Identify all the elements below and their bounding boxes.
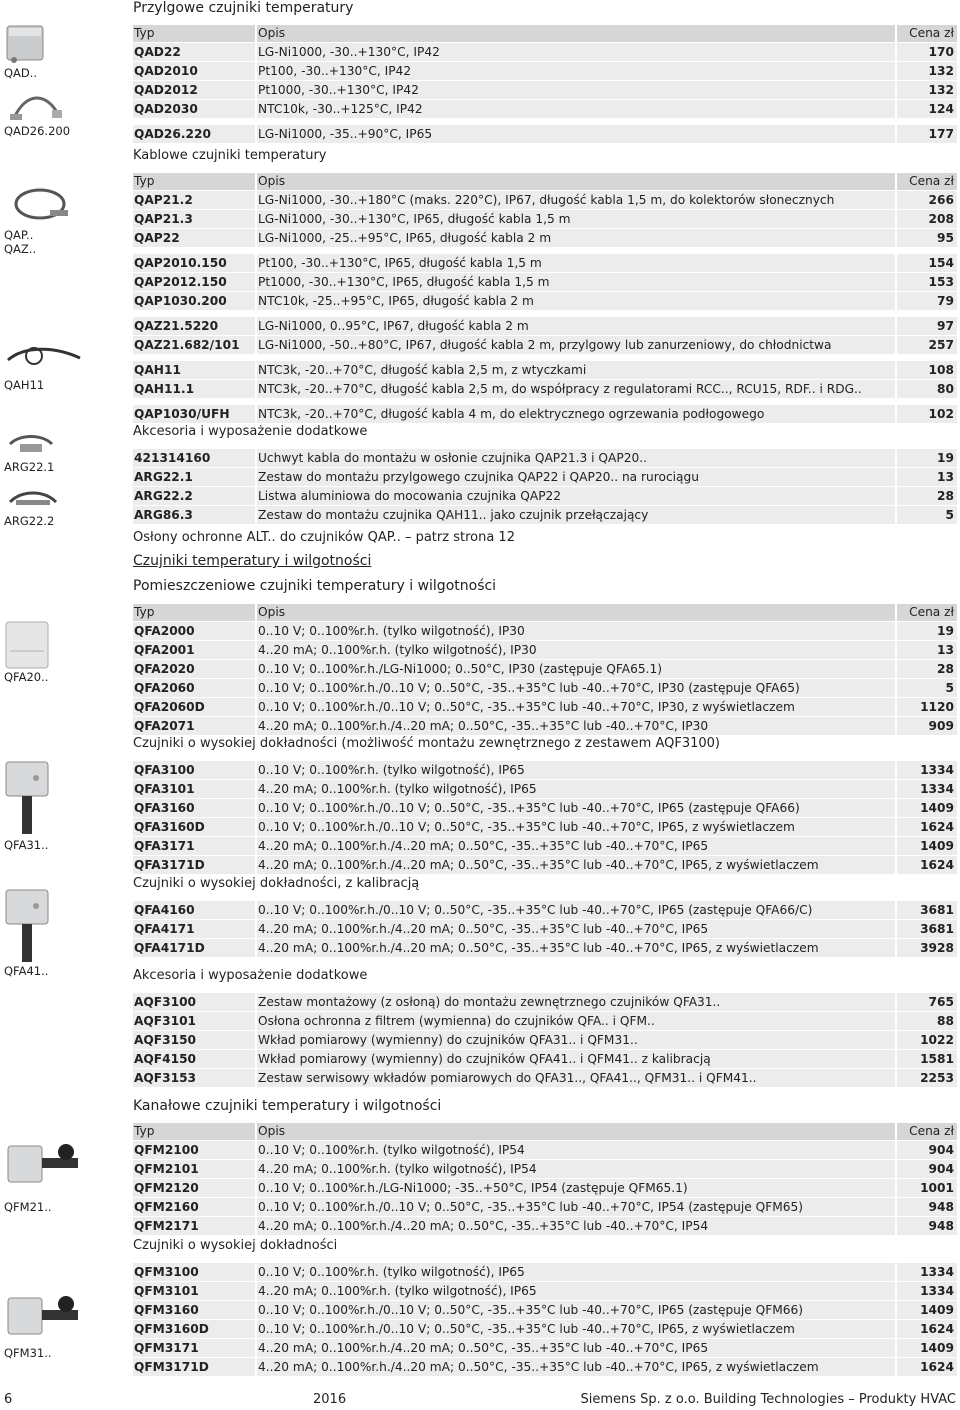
cell-typ: QFM2101 bbox=[133, 1160, 257, 1178]
cell-typ: QFA3171 bbox=[133, 837, 257, 855]
side-label-qad: QAD.. bbox=[4, 66, 38, 80]
table-kanalowe-wysoka bbox=[133, 1262, 957, 1376]
table-row bbox=[133, 938, 957, 957]
cell-typ: QFA4171 bbox=[133, 920, 257, 938]
cell-opis: 0..10 V; 0..100%r.h./0..10 V; 0..50°C, -35..+35°C lub -40..+70°C, IP65 (zastępuje QFA66/C) bbox=[257, 901, 897, 919]
cell-opis: 4..20 mA; 0..100%r.h./4..20 mA; 0..50°C, -35..+35°C lub -40..+70°C, IP65, z wyświetlaczem bbox=[257, 939, 897, 957]
cell-opis: 0..10 V; 0..100%r.h./LG-Ni1000; -35..+50°C, IP54 (zastępuje QFM65.1) bbox=[257, 1179, 897, 1197]
cell-opis: Zestaw do montażu czujnika QAH11.. jako czujnik przełączający bbox=[257, 506, 897, 524]
table-row bbox=[133, 505, 957, 524]
cell-cena: 177 bbox=[928, 127, 954, 141]
cell-typ: QFM3171D bbox=[133, 1358, 257, 1376]
cell-cena: 132 bbox=[928, 83, 954, 97]
table-row bbox=[133, 760, 957, 779]
cell-typ: QAD2012 bbox=[133, 81, 257, 99]
cell-typ: 421314160 bbox=[133, 449, 257, 467]
cell-typ: ARG22.1 bbox=[133, 468, 257, 486]
cell-opis: 4..20 mA; 0..100%r.h. (tylko wilgotność), IP65 bbox=[257, 780, 897, 798]
cell-cena: 909 bbox=[928, 719, 954, 733]
qfm21-sensor-image bbox=[4, 1138, 84, 1194]
cell-opis: 4..20 mA; 0..100%r.h./4..20 mA; 0..50°C, -35..+35°C lub -40..+70°C, IP65, z wyświetlaczem bbox=[257, 856, 897, 874]
cell-typ: QAZ21.682/101 bbox=[133, 336, 257, 354]
cell-cena: 1409 bbox=[920, 801, 954, 815]
cell-opis: 0..10 V; 0..100%r.h./0..10 V; 0..50°C, -35..+35°C lub -40..+70°C, IP54 (zastępuje QFM65) bbox=[257, 1198, 897, 1216]
qfa20-sensor-image bbox=[4, 620, 50, 670]
cell-cena: 257 bbox=[928, 338, 954, 352]
cell-cena: 1334 bbox=[920, 782, 954, 796]
cell-cena: 1334 bbox=[920, 1284, 954, 1298]
cell-typ: QFM3160 bbox=[133, 1301, 257, 1319]
header-typ: Typ bbox=[133, 25, 257, 42]
cell-cena: 13 bbox=[937, 643, 954, 657]
table-row bbox=[133, 992, 957, 1011]
table-row bbox=[133, 316, 957, 335]
cell-cena: 904 bbox=[928, 1162, 954, 1176]
section-title-temp-wilg: Czujniki temperatury i wilgotności bbox=[133, 553, 372, 569]
table-row bbox=[133, 1216, 957, 1235]
cell-cena: 13 bbox=[937, 470, 954, 484]
cell-cena: 1120 bbox=[920, 700, 954, 714]
arg22-1-image bbox=[6, 430, 56, 460]
subsection-title-kanalowe-wysoka: Czujniki o wysokiej dokładności bbox=[133, 1238, 338, 1253]
cell-opis: 0..10 V; 0..100%r.h. (tylko wilgotność), IP65 bbox=[257, 761, 897, 779]
table-row bbox=[133, 99, 957, 118]
cell-opis: Zestaw do montażu przylgowego czujnika QAP22 i QAP20.. na rurociągu bbox=[257, 468, 897, 486]
section-title-kablowe: Kablowe czujniki temperatury bbox=[133, 148, 327, 163]
cell-typ: QFM2120 bbox=[133, 1179, 257, 1197]
cell-typ: QFM2160 bbox=[133, 1198, 257, 1216]
table-row bbox=[133, 716, 957, 735]
table-row bbox=[133, 836, 957, 855]
cell-typ: QFA2060 bbox=[133, 679, 257, 697]
cell-cena: 1409 bbox=[920, 1341, 954, 1355]
cell-typ: QAZ21.5220 bbox=[133, 317, 257, 335]
qfm31-sensor-image bbox=[4, 1290, 84, 1346]
cell-typ: QFA3160 bbox=[133, 799, 257, 817]
cell-typ: QFA3101 bbox=[133, 780, 257, 798]
cell-opis: 0..10 V; 0..100%r.h./0..10 V; 0..50°C, -35..+35°C lub -40..+70°C, IP30, z wyświetlaczem bbox=[257, 698, 897, 716]
header-cena: Cena zł bbox=[909, 174, 954, 188]
table-row bbox=[133, 1178, 957, 1197]
cell-opis: Pt100, -30..+130°C, IP65, długość kabla 1,5 m bbox=[257, 254, 897, 272]
header-opis: Opis bbox=[257, 25, 897, 42]
cell-opis: Zestaw montażowy (z osłoną) do montażu zewnętrznego czujników QFA31.. bbox=[257, 993, 897, 1011]
table-header bbox=[133, 603, 957, 621]
cell-opis: Pt1000, -30..+130°C, IP65, długość kabla 1,5 m bbox=[257, 273, 897, 291]
table-row bbox=[133, 678, 957, 697]
table-row bbox=[133, 1319, 957, 1338]
cell-opis: Wkład pomiarowy (wymienny) do czujników QFA31.. i QFM31.. bbox=[257, 1031, 897, 1049]
cell-typ: QFA2020 bbox=[133, 660, 257, 678]
side-label-qaz: QAZ.. bbox=[4, 242, 37, 256]
cell-typ: QFM2100 bbox=[133, 1141, 257, 1159]
cell-opis: Osłona ochronna z filtrem (wymienna) do czujników QFA.. i QFM.. bbox=[257, 1012, 897, 1030]
cell-opis: Pt100, -30..+130°C, IP42 bbox=[257, 62, 897, 80]
subsection-title-pomieszczeniowe: Pomieszczeniowe czujniki temperatury i wilgotności bbox=[133, 578, 497, 594]
cell-opis: Wkład pomiarowy (wymienny) do czujników QFA41.. i QFM41.. z kalibracją bbox=[257, 1050, 897, 1068]
cell-typ: AQF3153 bbox=[133, 1069, 257, 1087]
table-row bbox=[133, 1049, 957, 1068]
cell-typ: QFA2001 bbox=[133, 641, 257, 659]
table-row bbox=[133, 253, 957, 272]
table-row bbox=[133, 379, 957, 398]
table-row bbox=[133, 1357, 957, 1376]
table-kalibracja bbox=[133, 900, 957, 957]
cell-cena: 904 bbox=[928, 1143, 954, 1157]
cell-opis: NTC3k, -20..+70°C, długość kabla 2,5 m, do współpracy z regulatorami RCC.., RCU15, RDF.. i RDG.. bbox=[257, 380, 897, 398]
table-row bbox=[133, 1197, 957, 1216]
cell-cena: 5 bbox=[945, 508, 954, 522]
table-row bbox=[133, 1030, 957, 1049]
cell-typ: QAD22 bbox=[133, 43, 257, 61]
table-row bbox=[133, 817, 957, 836]
cell-opis: 0..10 V; 0..100%r.h. (tylko wilgotność), IP65 bbox=[257, 1263, 897, 1281]
cell-cena: 28 bbox=[937, 489, 954, 503]
table-header bbox=[133, 24, 957, 42]
table-row bbox=[133, 900, 957, 919]
table-row bbox=[133, 659, 957, 678]
header-cena: Cena zł bbox=[909, 605, 954, 619]
side-label-qfm31: QFM31.. bbox=[4, 1346, 52, 1360]
cell-typ: QFM3101 bbox=[133, 1282, 257, 1300]
table-row bbox=[133, 467, 957, 486]
table-row bbox=[133, 919, 957, 938]
section-title-przylgowe: Przylgowe czujniki temperatury bbox=[133, 0, 354, 16]
cell-typ: QAP2010.150 bbox=[133, 254, 257, 272]
side-label-arg22-1: ARG22.1 bbox=[4, 460, 55, 474]
table-row bbox=[133, 1068, 957, 1087]
cell-opis: 0..10 V; 0..100%r.h. (tylko wilgotność), IP30 bbox=[257, 622, 897, 640]
cell-cena: 1624 bbox=[920, 1360, 954, 1374]
cell-typ: QAD2010 bbox=[133, 62, 257, 80]
cell-typ: QAP1030.200 bbox=[133, 292, 257, 310]
page-number: 6 bbox=[4, 1392, 13, 1407]
cell-typ: AQF3100 bbox=[133, 993, 257, 1011]
table-wysoka-dokladnosc bbox=[133, 760, 957, 874]
table-row bbox=[133, 1262, 957, 1281]
side-label-qfa41: QFA41.. bbox=[4, 964, 49, 978]
cell-cena: 1624 bbox=[920, 1322, 954, 1336]
table-row bbox=[133, 486, 957, 505]
cell-typ: ARG86.3 bbox=[133, 506, 257, 524]
qfa31-sensor-image bbox=[4, 760, 50, 836]
cell-cena: 19 bbox=[937, 451, 954, 465]
cell-cena: 1624 bbox=[920, 820, 954, 834]
footer-company: Siemens Sp. z o.o. Building Technologies – Produkty HVAC bbox=[580, 1392, 956, 1407]
cell-cena: 1409 bbox=[920, 1303, 954, 1317]
cell-cena: 266 bbox=[928, 193, 954, 207]
cell-opis: 4..20 mA; 0..100%r.h./4..20 mA; 0..50°C, -35..+35°C lub -40..+70°C, IP65, z wyświetlaczem bbox=[257, 1358, 897, 1376]
side-label-qfm21: QFM21.. bbox=[4, 1200, 52, 1214]
cell-typ: QAP22 bbox=[133, 229, 257, 247]
cell-typ: QFM2171 bbox=[133, 1217, 257, 1235]
cell-cena: 5 bbox=[945, 681, 954, 695]
qfa41-sensor-image bbox=[4, 888, 50, 964]
header-opis: Opis bbox=[257, 173, 897, 190]
table-row bbox=[133, 61, 957, 80]
table-row bbox=[133, 404, 957, 423]
cell-opis: NTC3k, -20..+70°C, długość kabla 4 m, do elektrycznego ogrzewania podłogowego bbox=[257, 405, 897, 423]
cell-cena: 102 bbox=[928, 407, 954, 421]
cell-opis: LG-Ni1000, -25..+95°C, IP65, długość kabla 2 m bbox=[257, 229, 897, 247]
section-title-akcesoria-1: Akcesoria i wyposażenie dodatkowe bbox=[133, 424, 368, 439]
cell-opis: Uchwyt kabla do montażu w osłonie czujnika QAP21.3 i QAP20.. bbox=[257, 449, 897, 467]
table-row bbox=[133, 360, 957, 379]
cell-opis: NTC10k, -30..+125°C, IP42 bbox=[257, 100, 897, 118]
subsection-title-wysoka-dokladnosc: Czujniki o wysokiej dokładności (możliwość montażu zewnętrznego z zestawem AQF3100) bbox=[133, 736, 720, 751]
table-header bbox=[133, 172, 957, 190]
cell-opis: LG-Ni1000, -30..+180°C (maks. 220°C), IP67, długość kabla 1,5 m, do kolektorów słonecznych bbox=[257, 191, 897, 209]
section-title-kanalowe: Kanałowe czujniki temperatury i wilgotności bbox=[133, 1098, 442, 1114]
cell-cena: 1334 bbox=[920, 1265, 954, 1279]
arg22-2-image bbox=[6, 484, 60, 514]
header-opis: Opis bbox=[257, 604, 897, 621]
cell-cena: 3681 bbox=[920, 903, 954, 917]
table-row bbox=[133, 779, 957, 798]
cell-cena: 948 bbox=[928, 1219, 954, 1233]
table-row bbox=[133, 1300, 957, 1319]
cell-opis: NTC10k, -25..+95°C, IP65, długość kabla 2 m bbox=[257, 292, 897, 310]
table-row bbox=[133, 42, 957, 61]
cell-cena: 170 bbox=[928, 45, 954, 59]
header-typ: Typ bbox=[133, 1123, 257, 1140]
cell-typ: AQF4150 bbox=[133, 1050, 257, 1068]
cell-cena: 97 bbox=[937, 319, 954, 333]
table-row bbox=[133, 798, 957, 817]
cell-opis: 4..20 mA; 0..100%r.h./4..20 mA; 0..50°C, -35..+35°C lub -40..+70°C, IP54 bbox=[257, 1217, 897, 1235]
table-row bbox=[133, 124, 957, 143]
cell-cena: 154 bbox=[928, 256, 954, 270]
side-label-qfa31: QFA31.. bbox=[4, 838, 49, 852]
cell-opis: Pt1000, -30..+130°C, IP42 bbox=[257, 81, 897, 99]
table-row bbox=[133, 697, 957, 716]
cell-opis: LG-Ni1000, -30..+130°C, IP42 bbox=[257, 43, 897, 61]
cell-opis: 0..10 V; 0..100%r.h./0..10 V; 0..50°C, -35..+35°C lub -40..+70°C, IP65, z wyświetlaczem bbox=[257, 818, 897, 836]
cell-cena: 95 bbox=[937, 231, 954, 245]
cell-opis: 0..10 V; 0..100%r.h./LG-Ni1000; 0..50°C, IP30 (zastępuje QFA65.1) bbox=[257, 660, 897, 678]
cell-typ: QFA2060D bbox=[133, 698, 257, 716]
cell-opis: 4..20 mA; 0..100%r.h./4..20 mA; 0..50°C, -35..+35°C lub -40..+70°C, IP65 bbox=[257, 920, 897, 938]
table-przylgowe bbox=[133, 24, 957, 143]
cell-opis: Listwa aluminiowa do mocowania czujnika QAP22 bbox=[257, 487, 897, 505]
cell-cena: 108 bbox=[928, 363, 954, 377]
table-row bbox=[133, 209, 957, 228]
table-row bbox=[133, 1281, 957, 1300]
cell-typ: QFA2000 bbox=[133, 622, 257, 640]
cell-opis: LG-Ni1000, 0..95°C, IP67, długość kabla 2 m bbox=[257, 317, 897, 335]
cell-cena: 1334 bbox=[920, 763, 954, 777]
cell-cena: 3681 bbox=[920, 922, 954, 936]
cell-cena: 208 bbox=[928, 212, 954, 226]
section-title-akcesoria-2: Akcesoria i wyposażenie dodatkowe bbox=[133, 968, 368, 983]
header-cena: Cena zł bbox=[909, 1124, 954, 1138]
table-row bbox=[133, 228, 957, 247]
cell-cena: 153 bbox=[928, 275, 954, 289]
qad26-sensor-image bbox=[6, 88, 66, 124]
cell-cena: 19 bbox=[937, 624, 954, 638]
cell-cena: 3928 bbox=[920, 941, 954, 955]
cell-typ: ARG22.2 bbox=[133, 487, 257, 505]
table-akcesoria-1 bbox=[133, 448, 957, 524]
cell-opis: LG-Ni1000, -50..+80°C, IP67, długość kabla 2 m, przylgowy lub zanurzeniowy, do chłodnictwa bbox=[257, 336, 897, 354]
cell-opis: NTC3k, -20..+70°C, długość kabla 2,5 m, z wtyczkami bbox=[257, 361, 897, 379]
cell-cena: 88 bbox=[937, 1014, 954, 1028]
table-akcesoria-2 bbox=[133, 992, 957, 1087]
table-kanalowe bbox=[133, 1122, 957, 1235]
cell-typ: QFA3100 bbox=[133, 761, 257, 779]
cell-typ: QFM3100 bbox=[133, 1263, 257, 1281]
header-typ: Typ bbox=[133, 173, 257, 190]
cell-typ: QAP21.2 bbox=[133, 191, 257, 209]
cell-typ: QAP1030/UFH bbox=[133, 405, 257, 423]
cell-opis: 0..10 V; 0..100%r.h./0..10 V; 0..50°C, -35..+35°C lub -40..+70°C, IP65, z wyświetlaczem bbox=[257, 1320, 897, 1338]
cell-cena: 765 bbox=[928, 995, 954, 1009]
qap-sensor-image bbox=[8, 180, 72, 230]
cell-cena: 1001 bbox=[920, 1181, 954, 1195]
header-typ: Typ bbox=[133, 604, 257, 621]
cell-cena: 80 bbox=[937, 382, 954, 396]
table-row bbox=[133, 640, 957, 659]
cell-cena: 1581 bbox=[920, 1052, 954, 1066]
cell-typ: QAD26.220 bbox=[133, 125, 257, 143]
cell-typ: AQF3150 bbox=[133, 1031, 257, 1049]
cell-opis: 4..20 mA; 0..100%r.h./4..20 mA; 0..50°C, -35..+35°C lub -40..+70°C, IP30 bbox=[257, 717, 897, 735]
cell-typ: QAP2012.150 bbox=[133, 273, 257, 291]
table-pomieszczeniowe bbox=[133, 603, 957, 735]
table-kablowe bbox=[133, 172, 957, 423]
cell-opis: 0..10 V; 0..100%r.h./0..10 V; 0..50°C, -35..+35°C lub -40..+70°C, IP65 (zastępuje QFA66) bbox=[257, 799, 897, 817]
cell-opis: 4..20 mA; 0..100%r.h. (tylko wilgotność), IP30 bbox=[257, 641, 897, 659]
cell-cena: 132 bbox=[928, 64, 954, 78]
table-row bbox=[133, 1159, 957, 1178]
footer-year: 2016 bbox=[313, 1392, 347, 1407]
cell-cena: 28 bbox=[937, 662, 954, 676]
cell-cena: 2253 bbox=[920, 1071, 954, 1085]
header-cena: Cena zł bbox=[909, 26, 954, 40]
side-label-qad26: QAD26.200 bbox=[4, 124, 71, 138]
cell-typ: QFM3160D bbox=[133, 1320, 257, 1338]
cell-typ: QFM3171 bbox=[133, 1339, 257, 1357]
table-row bbox=[133, 190, 957, 209]
cell-cena: 1624 bbox=[920, 858, 954, 872]
qah11-sensor-image bbox=[4, 340, 84, 376]
table-row bbox=[133, 621, 957, 640]
cell-opis: 4..20 mA; 0..100%r.h. (tylko wilgotność), IP54 bbox=[257, 1160, 897, 1178]
cell-cena: 1409 bbox=[920, 839, 954, 853]
table-row bbox=[133, 855, 957, 874]
cell-typ: QAH11.1 bbox=[133, 380, 257, 398]
table-row bbox=[133, 1140, 957, 1159]
cell-typ: QAD2030 bbox=[133, 100, 257, 118]
cell-typ: AQF3101 bbox=[133, 1012, 257, 1030]
cell-cena: 79 bbox=[937, 294, 954, 308]
cell-typ: QFA4160 bbox=[133, 901, 257, 919]
table-row bbox=[133, 1011, 957, 1030]
cell-typ: QFA2071 bbox=[133, 717, 257, 735]
note-oslony: Osłony ochronne ALT.. do czujników QAP.. – patrz strona 12 bbox=[133, 530, 515, 545]
cell-typ: QFA3171D bbox=[133, 856, 257, 874]
cell-cena: 948 bbox=[928, 1200, 954, 1214]
qad-sensor-image bbox=[4, 20, 48, 64]
table-row bbox=[133, 1338, 957, 1357]
cell-cena: 1022 bbox=[920, 1033, 954, 1047]
table-row bbox=[133, 272, 957, 291]
cell-opis: Zestaw serwisowy wkładów pomiarowych do QFA31.., QFA41.., QFM31.. i QFM41.. bbox=[257, 1069, 897, 1087]
side-label-qah11: QAH11 bbox=[4, 378, 45, 392]
side-label-qap: QAP.. bbox=[4, 228, 34, 242]
table-row bbox=[133, 335, 957, 354]
cell-opis: LG-Ni1000, -30..+130°C, IP65, długość kabla 1,5 m bbox=[257, 210, 897, 228]
cell-opis: 0..10 V; 0..100%r.h. (tylko wilgotność), IP54 bbox=[257, 1141, 897, 1159]
cell-typ: QAP21.3 bbox=[133, 210, 257, 228]
cell-typ: QFA3160D bbox=[133, 818, 257, 836]
cell-cena: 124 bbox=[928, 102, 954, 116]
table-header bbox=[133, 1122, 957, 1140]
table-row bbox=[133, 448, 957, 467]
cell-opis: 4..20 mA; 0..100%r.h./4..20 mA; 0..50°C, -35..+35°C lub -40..+70°C, IP65 bbox=[257, 837, 897, 855]
cell-typ: QFA4171D bbox=[133, 939, 257, 957]
cell-opis: 4..20 mA; 0..100%r.h. (tylko wilgotność), IP65 bbox=[257, 1282, 897, 1300]
cell-opis: 4..20 mA; 0..100%r.h./4..20 mA; 0..50°C, -35..+35°C lub -40..+70°C, IP65 bbox=[257, 1339, 897, 1357]
cell-opis: 0..10 V; 0..100%r.h./0..10 V; 0..50°C, -35..+35°C lub -40..+70°C, IP65 (zastępuje QFM66) bbox=[257, 1301, 897, 1319]
subsection-title-kalibracja: Czujniki o wysokiej dokładności, z kalibracją bbox=[133, 876, 420, 891]
cell-opis: 0..10 V; 0..100%r.h./0..10 V; 0..50°C, -35..+35°C lub -40..+70°C, IP30 (zastępuje QFA65) bbox=[257, 679, 897, 697]
table-row bbox=[133, 291, 957, 310]
side-label-arg22-2: ARG22.2 bbox=[4, 514, 55, 528]
side-label-qfa20: QFA20.. bbox=[4, 670, 49, 684]
table-row bbox=[133, 80, 957, 99]
cell-opis: LG-Ni1000, -35..+90°C, IP65 bbox=[257, 125, 897, 143]
header-opis: Opis bbox=[257, 1123, 897, 1140]
cell-typ: QAH11 bbox=[133, 361, 257, 379]
